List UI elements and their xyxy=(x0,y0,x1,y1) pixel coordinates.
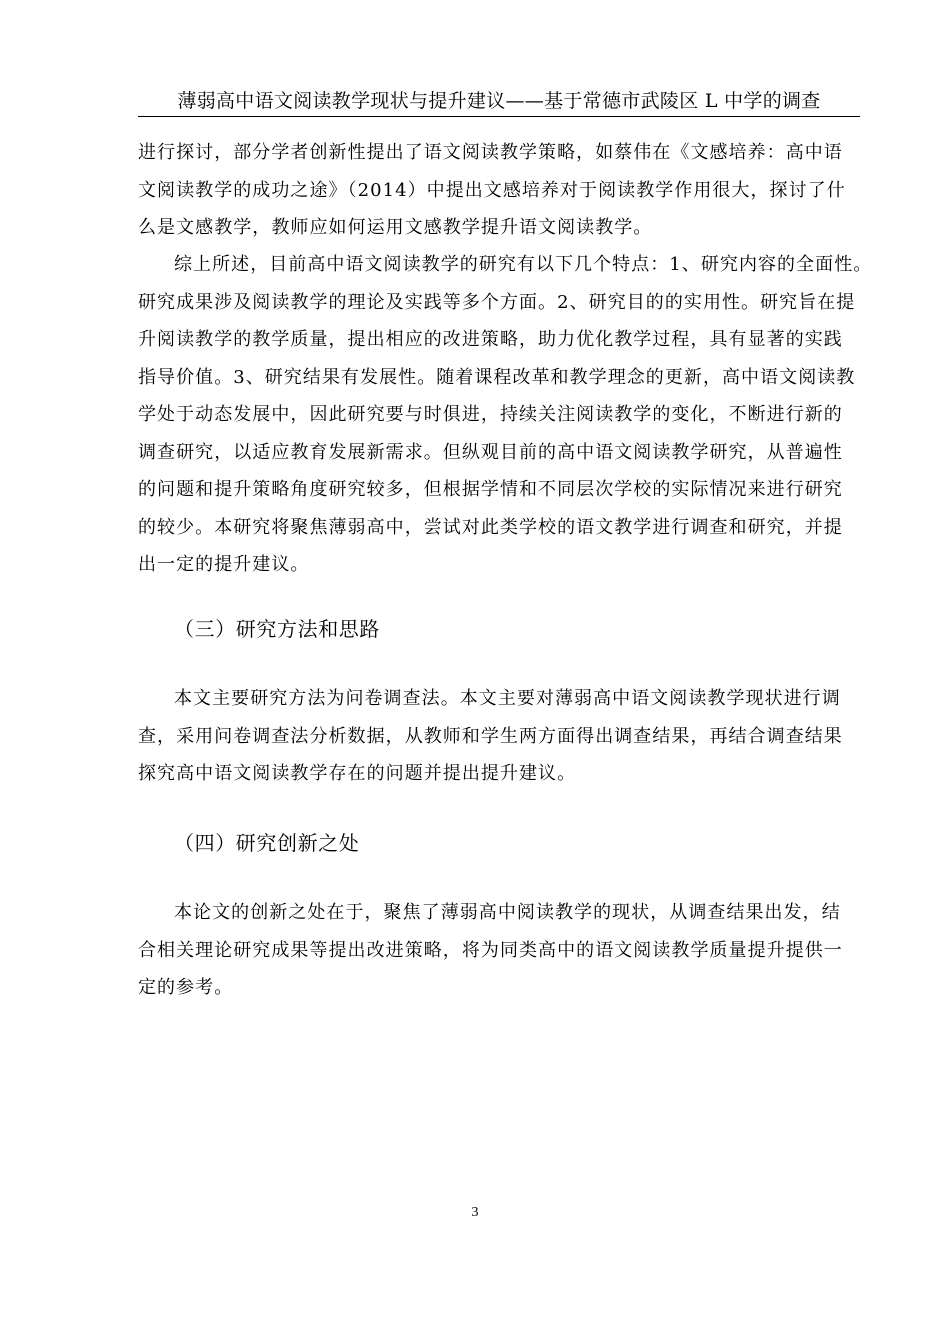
text-line: 升阅读教学的教学质量，提出相应的改进策略，助力优化教学过程，具有显著的实践 xyxy=(138,329,843,350)
text-line: 合相关理论研究成果等提出改进策略，将为同类高中的语文阅读教学质量提升提供一 xyxy=(138,939,843,961)
text-line: 调查研究，以适应教育发展新需求。但纵观目前的高中语文阅读教学研究，从普遍性 xyxy=(138,441,843,463)
text-line: 的较少。本研究将聚焦薄弱高中，尝试对此类学校的语文教学进行调查和研究，并提 xyxy=(138,516,843,538)
paragraph-innovation xyxy=(138,894,860,1007)
text-line: 研究成果涉及阅读教学的理论及实践等多个方面。2、研究目的的实用性。研究旨在提 xyxy=(138,291,856,313)
section-heading-methods: （三）研究方法和思路 xyxy=(174,617,380,641)
paragraph-summary xyxy=(138,246,873,584)
text-line: 的问题和提升策略角度研究较多，但根据学情和不同层次学校的实际情况来进行研究 xyxy=(138,479,843,500)
text-line: 出一定的提升建议。 xyxy=(138,554,310,575)
text-line: 学处于动态发展中，因此研究要与时俱进，持续关注阅读教学的变化，不断进行新的 xyxy=(138,404,843,425)
paragraph-literature-review xyxy=(138,134,860,247)
text-line: 探究高中语文阅读教学存在的问题并提出提升建议。 xyxy=(138,763,577,784)
text-line: 本文主要研究方法为问卷调查法。本文主要对薄弱高中语文阅读教学现状进行调 xyxy=(174,688,841,709)
section-heading-innovation: （四）研究创新之处 xyxy=(174,831,360,855)
text-line: 指导价值。3、研究结果有发展性。随着课程改革和教学理念的更新，高中语文阅读教 xyxy=(138,366,856,388)
text-line: 查，采用问卷调查法分析数据，从教师和学生两方面得出调查结果，再结合调查结果 xyxy=(138,725,843,747)
text-line: 文阅读教学的成功之途》（2014）中提出文感培养对于阅读教学作用很大，探讨了什 xyxy=(138,179,846,201)
text-line: 进行探讨，部分学者创新性提出了语文阅读教学策略，如蔡伟在《文感培养：高中语 xyxy=(138,142,843,163)
text-line: 定的参考。 xyxy=(138,977,234,998)
page-number: 3 xyxy=(471,1205,479,1220)
running-header: 薄弱高中语文阅读教学现状与提升建议——基于常德市武陵区 L 中学的调查 xyxy=(138,88,860,117)
text-line: 本论文的创新之处在于，聚焦了薄弱高中阅读教学的现状，从调查结果出发，结 xyxy=(174,902,841,923)
text-line: 么是文感教学，教师应如何运用文感教学提升语文阅读教学。 xyxy=(138,217,653,238)
text-line: 综上所述，目前高中语文阅读教学的研究有以下几个特点：1、研究内容的全面性。 xyxy=(174,254,873,275)
paragraph-methods xyxy=(138,680,860,793)
